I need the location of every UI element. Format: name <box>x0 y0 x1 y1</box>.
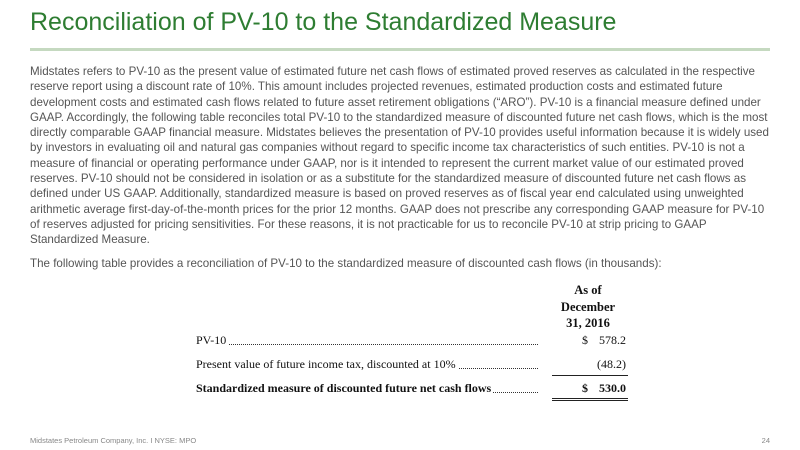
row-amount <box>552 331 628 349</box>
body-paragraph: Midstates refers to PV-10 as the present value of estimated future net cash flows of estimated proved reserves as calculated in the respective reserve report using a discount rate of 10%. This amount includes projected revenues, estimated production costs and estimated future development costs and estimated cash flows related to future asset retirement obligations (“ARO”). PV-10 is a financial measure defined under GAAP. Accordingly, the following table reconciles total PV-10 to the standardized measure of discounted future net cash flows, which is the most directly comparable GAAP financial measure. Midstates believes the presentation of PV-10 provides useful information because it is widely used by investors in evaluating oil and natural gas companies without regard to specific income tax characteristics of such entities. PV-10 is not a measure of financial or operating performance under GAAP, nor is it intended to represent the current market value of our estimated proved reserves. PV-10 should not be considered in isolation or as a substitute for the standardized measure of discounted future net cash flows as defined under US GAAP. Additionally, standardized measure is based on proved reserves as of fiscal year end calculated using unweighted arithmetic average first-day-of-the-month prices for the prior 12 months. GAAP does not prescribe any corresponding GAAP measure for PV-10 of reserves adjusted for pricing sensitivities. For these reasons, it is not practicable for us to reconcile PV-10 at strip pricing to GAAP Standardized Measure. <box>30 65 769 247</box>
dot-leader <box>196 344 538 345</box>
row-label: Standardized measure of discounted future net cash flows <box>196 379 546 397</box>
title-divider <box>30 48 770 51</box>
currency-symbol: $ <box>582 381 588 395</box>
currency-symbol: $ <box>582 333 588 347</box>
row-amount <box>552 379 628 397</box>
column-header-line: 31, 2016 <box>566 316 610 330</box>
column-header-line: As of <box>574 283 602 297</box>
amount-value: (48.2) <box>597 357 626 371</box>
page-number: 24 <box>761 436 770 445</box>
slide-title: Reconciliation of PV-10 to the Standardized Measure <box>30 8 617 36</box>
total-double-rule <box>552 398 628 401</box>
amount-value: 578.2 <box>599 333 626 347</box>
table-row-income-tax <box>196 355 628 373</box>
subtotal-rule <box>552 375 628 376</box>
table-row-standardized-measure <box>196 379 628 397</box>
row-label: Present value of future income tax, discounted at 10% <box>196 355 546 373</box>
row-label: PV-10 <box>196 331 546 349</box>
column-header-line: December <box>560 299 616 314</box>
row-amount <box>552 355 628 373</box>
table-intro: The following table provides a reconciliation of PV-10 to the standardized measure of discounted cash flows (in thousands): <box>30 257 662 270</box>
amount-value: 530.0 <box>599 381 626 395</box>
column-header <box>548 282 628 332</box>
table-row-pv10 <box>196 331 628 349</box>
footer-company: Midstates Petroleum Company, Inc. I NYSE: MPO <box>30 436 197 445</box>
